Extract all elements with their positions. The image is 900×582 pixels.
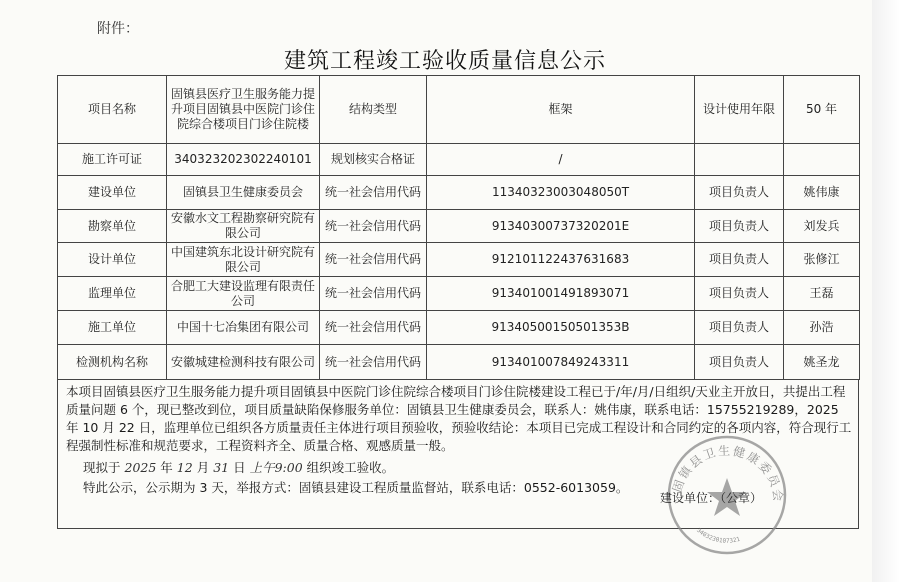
credit-code: 913401007849243311: [427, 345, 695, 380]
structure-value: 框架: [427, 76, 695, 144]
unit-label: 设计单位: [58, 243, 167, 277]
table-row: [58, 76, 860, 144]
svg-text:3403230107321: 3403230107321: [695, 526, 741, 545]
svg-text:固镇县卫生健康委员会: 固镇县卫生健康委员会: [669, 443, 786, 504]
table-row: [58, 243, 860, 277]
role-label: 项目负责人: [695, 311, 784, 345]
attachment-label: 附件：: [97, 21, 139, 37]
page-edge: [872, 0, 900, 582]
planning-check-value: /: [427, 144, 695, 176]
credit-code: 912101122437631683: [427, 243, 695, 277]
credit-code: 91340300737320201E: [427, 210, 695, 243]
unit-name: 中国建筑东北设计研究院有限公司: [167, 243, 320, 277]
unit-name: 安徽水文工程勘察研究院有限公司: [167, 210, 320, 243]
role-label: 项目负责人: [695, 176, 784, 210]
info-table: [57, 75, 860, 380]
credit-code-label: 统一社会信用代码: [320, 277, 427, 311]
unit-label: 监理单位: [58, 277, 167, 311]
planning-check-label: 规划核实合格证: [320, 144, 427, 176]
design-life-label: 设计使用年限: [695, 76, 784, 144]
table-row: [58, 311, 860, 345]
unit-label: 施工单位: [58, 311, 167, 345]
unit-name: 固镇县卫生健康委员会: [167, 176, 320, 210]
credit-code: 11340323003048050T: [427, 176, 695, 210]
person-name: 姚伟康: [784, 176, 860, 210]
handwritten-year: 2025: [124, 460, 157, 475]
credit-code: 913401001491893071: [427, 277, 695, 311]
unit-label: 检测机构名称: [58, 345, 167, 380]
table-row: [58, 345, 860, 380]
year-unit: 年: [160, 460, 173, 475]
person-name: 刘发兵: [784, 210, 860, 243]
project-value: 固镇县医疗卫生服务能力提升项目固镇县中医院门诊住院综合楼项目门诊住院楼: [167, 76, 320, 144]
table-row: [58, 176, 860, 210]
page-title: 建筑工程竣工验收质量信息公示: [283, 49, 606, 74]
acceptance-suffix: 组织竣工验收。: [306, 460, 395, 475]
project-label: 项目名称: [58, 76, 167, 144]
unit-name: 安徽城建检测科技有限公司: [167, 345, 320, 380]
person-name: 王磊: [784, 277, 860, 311]
credit-code-label: 统一社会信用代码: [320, 176, 427, 210]
credit-code-label: 统一社会信用代码: [320, 243, 427, 277]
table-row: [58, 277, 860, 311]
acceptance-prefix: 现拟于: [83, 460, 121, 475]
credit-code: 91340500150501353B: [427, 311, 695, 345]
unit-label: 勘察单位: [58, 210, 167, 243]
permit-label: 施工许可证: [58, 144, 167, 176]
credit-code-label: 统一社会信用代码: [320, 311, 427, 345]
role-label: 项目负责人: [695, 277, 784, 311]
person-name: 姚圣龙: [784, 345, 860, 380]
unit-label: 建设单位: [58, 176, 167, 210]
person-name: 张修江: [784, 243, 860, 277]
table-row: [58, 144, 860, 176]
unit-name: 合肥工大建设监理有限责任公司: [167, 277, 320, 311]
day-unit: 日: [233, 460, 246, 475]
person-name: 孙浩: [784, 311, 860, 345]
permit-value: 340323202302240101: [167, 144, 320, 176]
handwritten-time: 上午9:00: [249, 460, 303, 475]
handwritten-month: 12: [176, 460, 193, 475]
signer-label: 建设单位：（公章）: [660, 491, 763, 505]
credit-code-label: 统一社会信用代码: [320, 345, 427, 380]
public-notice-line: 特此公示，公示期为 3 天，举报方式：固镇县建设工程质量监督站，联系电话：0552-6013059。: [83, 480, 629, 495]
unit-name: 中国十七冶集团有限公司: [167, 311, 320, 345]
handwritten-day: 31: [213, 460, 230, 475]
role-label: 项目负责人: [695, 210, 784, 243]
structure-label: 结构类型: [320, 76, 427, 144]
design-life-value: 50 年: [784, 76, 860, 144]
credit-code-label: 统一社会信用代码: [320, 210, 427, 243]
role-label: 项目负责人: [695, 345, 784, 380]
role-label: 项目负责人: [695, 243, 784, 277]
month-unit: 月: [196, 460, 210, 475]
acceptance-line: [83, 458, 394, 476]
table-row: [58, 210, 860, 243]
notice-paragraph: 本项目固镇县医疗卫生服务能力提升项目固镇县中医院门诊住院综合楼项目门诊住院楼建设工程已于/年/月/日组织/天业主开放日，共提出工程质量问题 6 个，现已整改到位，项目质量缺陷保修服务单位：固镇县卫生健康委员会，联系人：姚伟康，联系电话：15755219289，2025 年 10 月 22 日，监理单位已组织各方质量责任主体进行项目预验收，预验收结论：本项目已完成工程设计和合同约定的各项内容，符合现行工程强制性标准和规范要求，工程资料齐全、质量合格、观感质量一般。: [66, 384, 852, 453]
